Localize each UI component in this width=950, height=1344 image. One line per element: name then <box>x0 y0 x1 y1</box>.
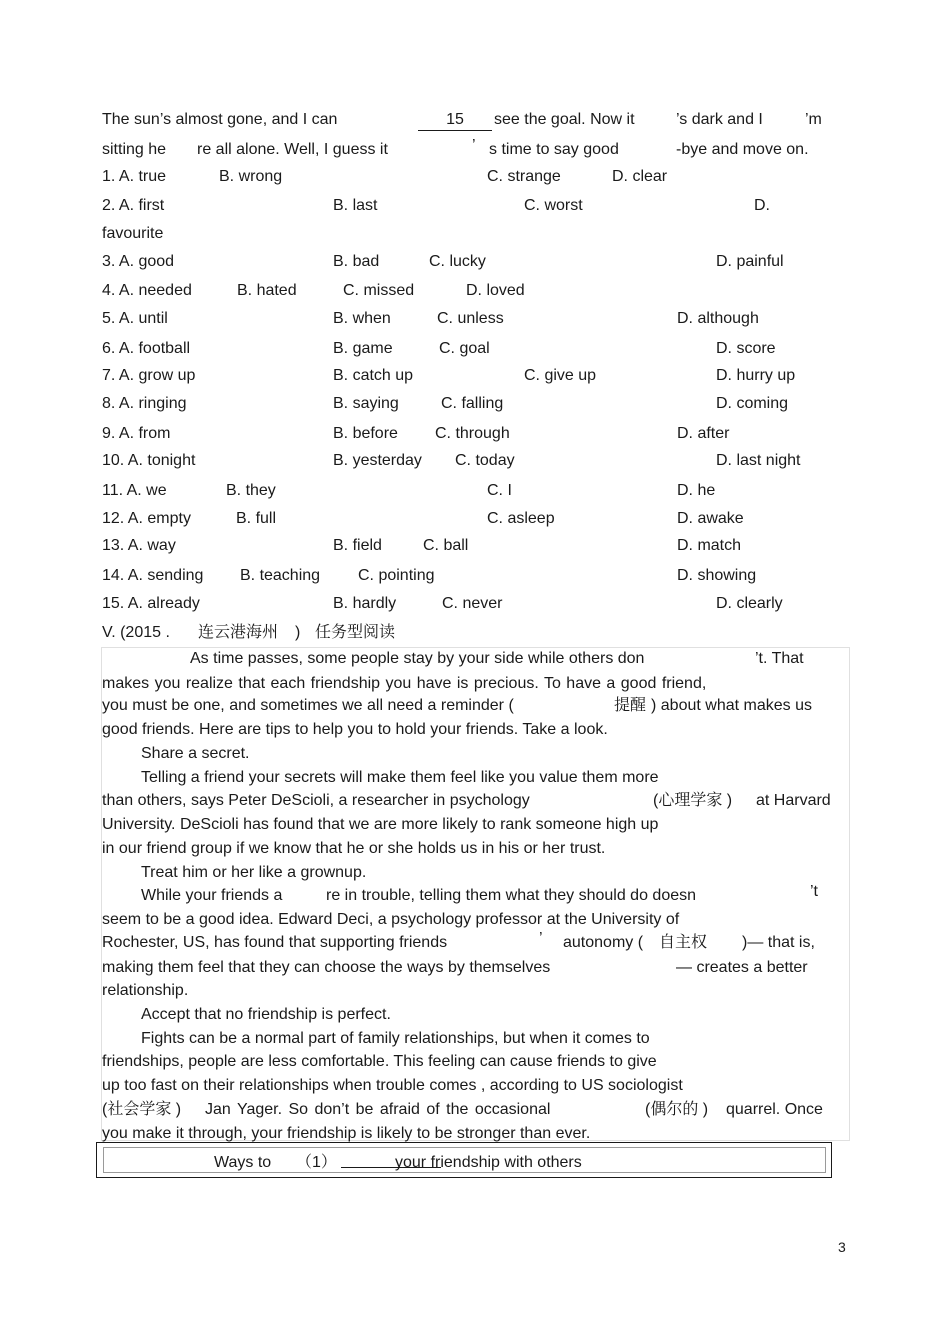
reading-line: )— that is, <box>742 934 815 951</box>
passage-line-1 <box>102 110 337 130</box>
option-b: B. last <box>333 197 378 214</box>
option-c: C. strange <box>487 168 561 185</box>
reading-line: — creates a better <box>676 959 808 976</box>
passage-text: ’m <box>805 111 822 128</box>
option-b: B. wrong <box>219 168 283 185</box>
option-c: C. never <box>442 595 503 612</box>
option-a: 14. A. sending <box>102 567 204 584</box>
reading-line: you make it through, your friendship is likely to be stronger than ever. <box>102 1125 591 1142</box>
tip-heading: Accept that no friendship is perfect. <box>141 1006 391 1023</box>
option-a: 8. A. ringing <box>102 395 187 412</box>
reading-line: up too fast on their relationships when trouble comes , according to US sociologist <box>102 1077 683 1094</box>
passage-text: s time to say good <box>489 141 619 158</box>
option-b: B. bad <box>333 253 380 270</box>
blank-number: 15 <box>418 110 492 131</box>
section-source: 连云港海州 <box>198 624 279 641</box>
passage-text: sitting he <box>102 141 167 158</box>
reading-line: re in trouble, telling them what they should do doesn <box>326 887 697 904</box>
option-a: 2. A. first <box>102 197 165 214</box>
reading-line: While your friends a <box>141 887 283 904</box>
option-a: 15. A. already <box>102 595 200 612</box>
reading-line: Jan Yager. So don’t be afraid of the occasional <box>205 1101 551 1118</box>
option-d: D. score <box>716 340 776 357</box>
reading-line: seem to be a good idea. Edward Deci, a psychology professor at the University of <box>102 911 680 928</box>
option-d: D. awake <box>677 510 744 527</box>
reading-line: As time passes, some people stay by your side while others don <box>190 650 645 667</box>
reading-line: in our friend group if we know that he or she holds us in his or her trust. <box>102 840 606 857</box>
option-b: B. they <box>226 482 276 499</box>
option-b: B. game <box>333 340 393 357</box>
reading-line: Rochester, US, has found that supporting friends <box>102 934 448 951</box>
option-a: 12. A. empty <box>102 510 191 527</box>
option-c: C. I <box>487 482 512 499</box>
option-b: B. before <box>333 425 398 442</box>
option-c: C. goal <box>439 340 490 357</box>
option-d: D. hurry up <box>716 367 796 384</box>
blank-15 <box>418 110 492 131</box>
reading-line: University. DeScioli has found that we are more likely to rank someone high up <box>102 816 659 833</box>
option-b: B. hardly <box>333 595 397 612</box>
option-d: D. last night <box>716 452 801 469</box>
option-b: B. catch up <box>333 367 414 384</box>
reading-line: good friends. Here are tips to help you to hold your friends. Take a look. <box>102 721 608 738</box>
reading-line: 自主权 <box>659 934 708 951</box>
option-a: 1. A. true <box>102 168 167 185</box>
option-c: C. pointing <box>358 567 435 584</box>
option-b: B. field <box>333 537 382 554</box>
option-c: C. worst <box>524 197 583 214</box>
option-c: C. ball <box>423 537 469 554</box>
option-d: D. coming <box>716 395 789 412</box>
reading-line: Fights can be a normal part of family relationships, but when it comes to <box>141 1030 650 1047</box>
option-d: D. <box>754 197 770 214</box>
reading-line: ) about what makes us <box>651 697 812 714</box>
option-c: C. lucky <box>429 253 486 270</box>
reading-line: autonomy ( <box>563 934 644 951</box>
section-paren: ) <box>295 624 301 641</box>
reading-line: makes you realize that each friendship you have is precious. To have a good friend, <box>102 675 707 692</box>
reading-line: than others, says Peter DeScioli, a researcher in psychology <box>102 792 530 809</box>
option-b: B. when <box>333 310 391 327</box>
option-c: C. asleep <box>487 510 555 527</box>
ways-suffix: your friendship with others <box>395 1154 582 1171</box>
passage-text: ’s dark and I <box>676 111 763 128</box>
reading-line: (社会学家 ) <box>102 1101 182 1118</box>
option-b: B. full <box>236 510 277 527</box>
option-a: 3. A. good <box>102 253 175 270</box>
reading-line: you must be one, and sometimes we all need a reminder ( <box>102 697 514 714</box>
reading-line: Telling a friend your secrets will make them feel like you value them more <box>141 769 659 786</box>
reading-line: at Harvard <box>756 792 831 809</box>
reading-line: friendships, people are less comfortable. This feeling can cause friends to give <box>102 1053 657 1070</box>
option-b: B. hated <box>237 282 297 299</box>
option-d: D. showing <box>677 567 757 584</box>
reading-line: 提醒 <box>614 697 647 714</box>
reading-line: relationship. <box>102 982 189 999</box>
option-c: C. give up <box>524 367 597 384</box>
option-c: C. unless <box>437 310 504 327</box>
reading-line: making them feel that they can choose the ways by themselves <box>102 959 551 976</box>
reading-line: ’ <box>539 930 543 947</box>
page-number: 3 <box>838 1239 846 1255</box>
option-a: 5. A. until <box>102 310 168 327</box>
option-a: 6. A. football <box>102 340 191 357</box>
option-b: B. teaching <box>240 567 321 584</box>
option-d: D. although <box>677 310 759 327</box>
reading-line: ’t <box>810 883 818 900</box>
passage-text: see the goal. Now it <box>494 111 635 128</box>
option-a: 4. A. needed <box>102 282 192 299</box>
passage-text: -bye and move on. <box>676 141 809 158</box>
reading-line: (偶尔的 ) <box>645 1101 709 1118</box>
option-d: D. after <box>677 425 730 442</box>
tip-heading: Treat him or her like a grownup. <box>141 864 367 881</box>
option-a: 10. A. tonight <box>102 452 196 469</box>
option-d: D. loved <box>466 282 525 299</box>
option-b: B. saying <box>333 395 399 412</box>
option-a: 11. A. we <box>102 482 167 499</box>
option-c: C. missed <box>343 282 415 299</box>
section-label: V. (2015 . <box>102 624 170 641</box>
reading-line: (心理学家 ) <box>653 792 733 809</box>
option-d: D. clear <box>612 168 668 185</box>
option-a: 9. A. from <box>102 425 171 442</box>
passage-text: The sun’s almost gone, and I can <box>102 111 338 128</box>
option-c: C. today <box>455 452 515 469</box>
reading-line: ’t. That <box>755 650 804 667</box>
option-d-wrap: favourite <box>102 225 164 242</box>
option-d: D. he <box>677 482 716 499</box>
option-c: C. falling <box>441 395 504 412</box>
option-d: D. match <box>677 537 742 554</box>
option-b: B. yesterday <box>333 452 422 469</box>
tip-heading: Share a secret. <box>141 745 250 762</box>
option-a: 13. A. way <box>102 537 176 554</box>
option-d: D. painful <box>716 253 784 270</box>
ways-prefix: Ways to <box>214 1154 272 1171</box>
option-a: 7. A. grow up <box>102 367 196 384</box>
reading-line: quarrel. Once <box>726 1101 823 1118</box>
passage-text: re all alone. Well, I guess it <box>197 141 388 158</box>
ways-number: （1） <box>296 1154 337 1171</box>
section-task: 任务型阅读 <box>315 624 396 641</box>
option-c: C. through <box>435 425 510 442</box>
option-d: D. clearly <box>716 595 783 612</box>
passage-text: ’ <box>472 137 476 154</box>
